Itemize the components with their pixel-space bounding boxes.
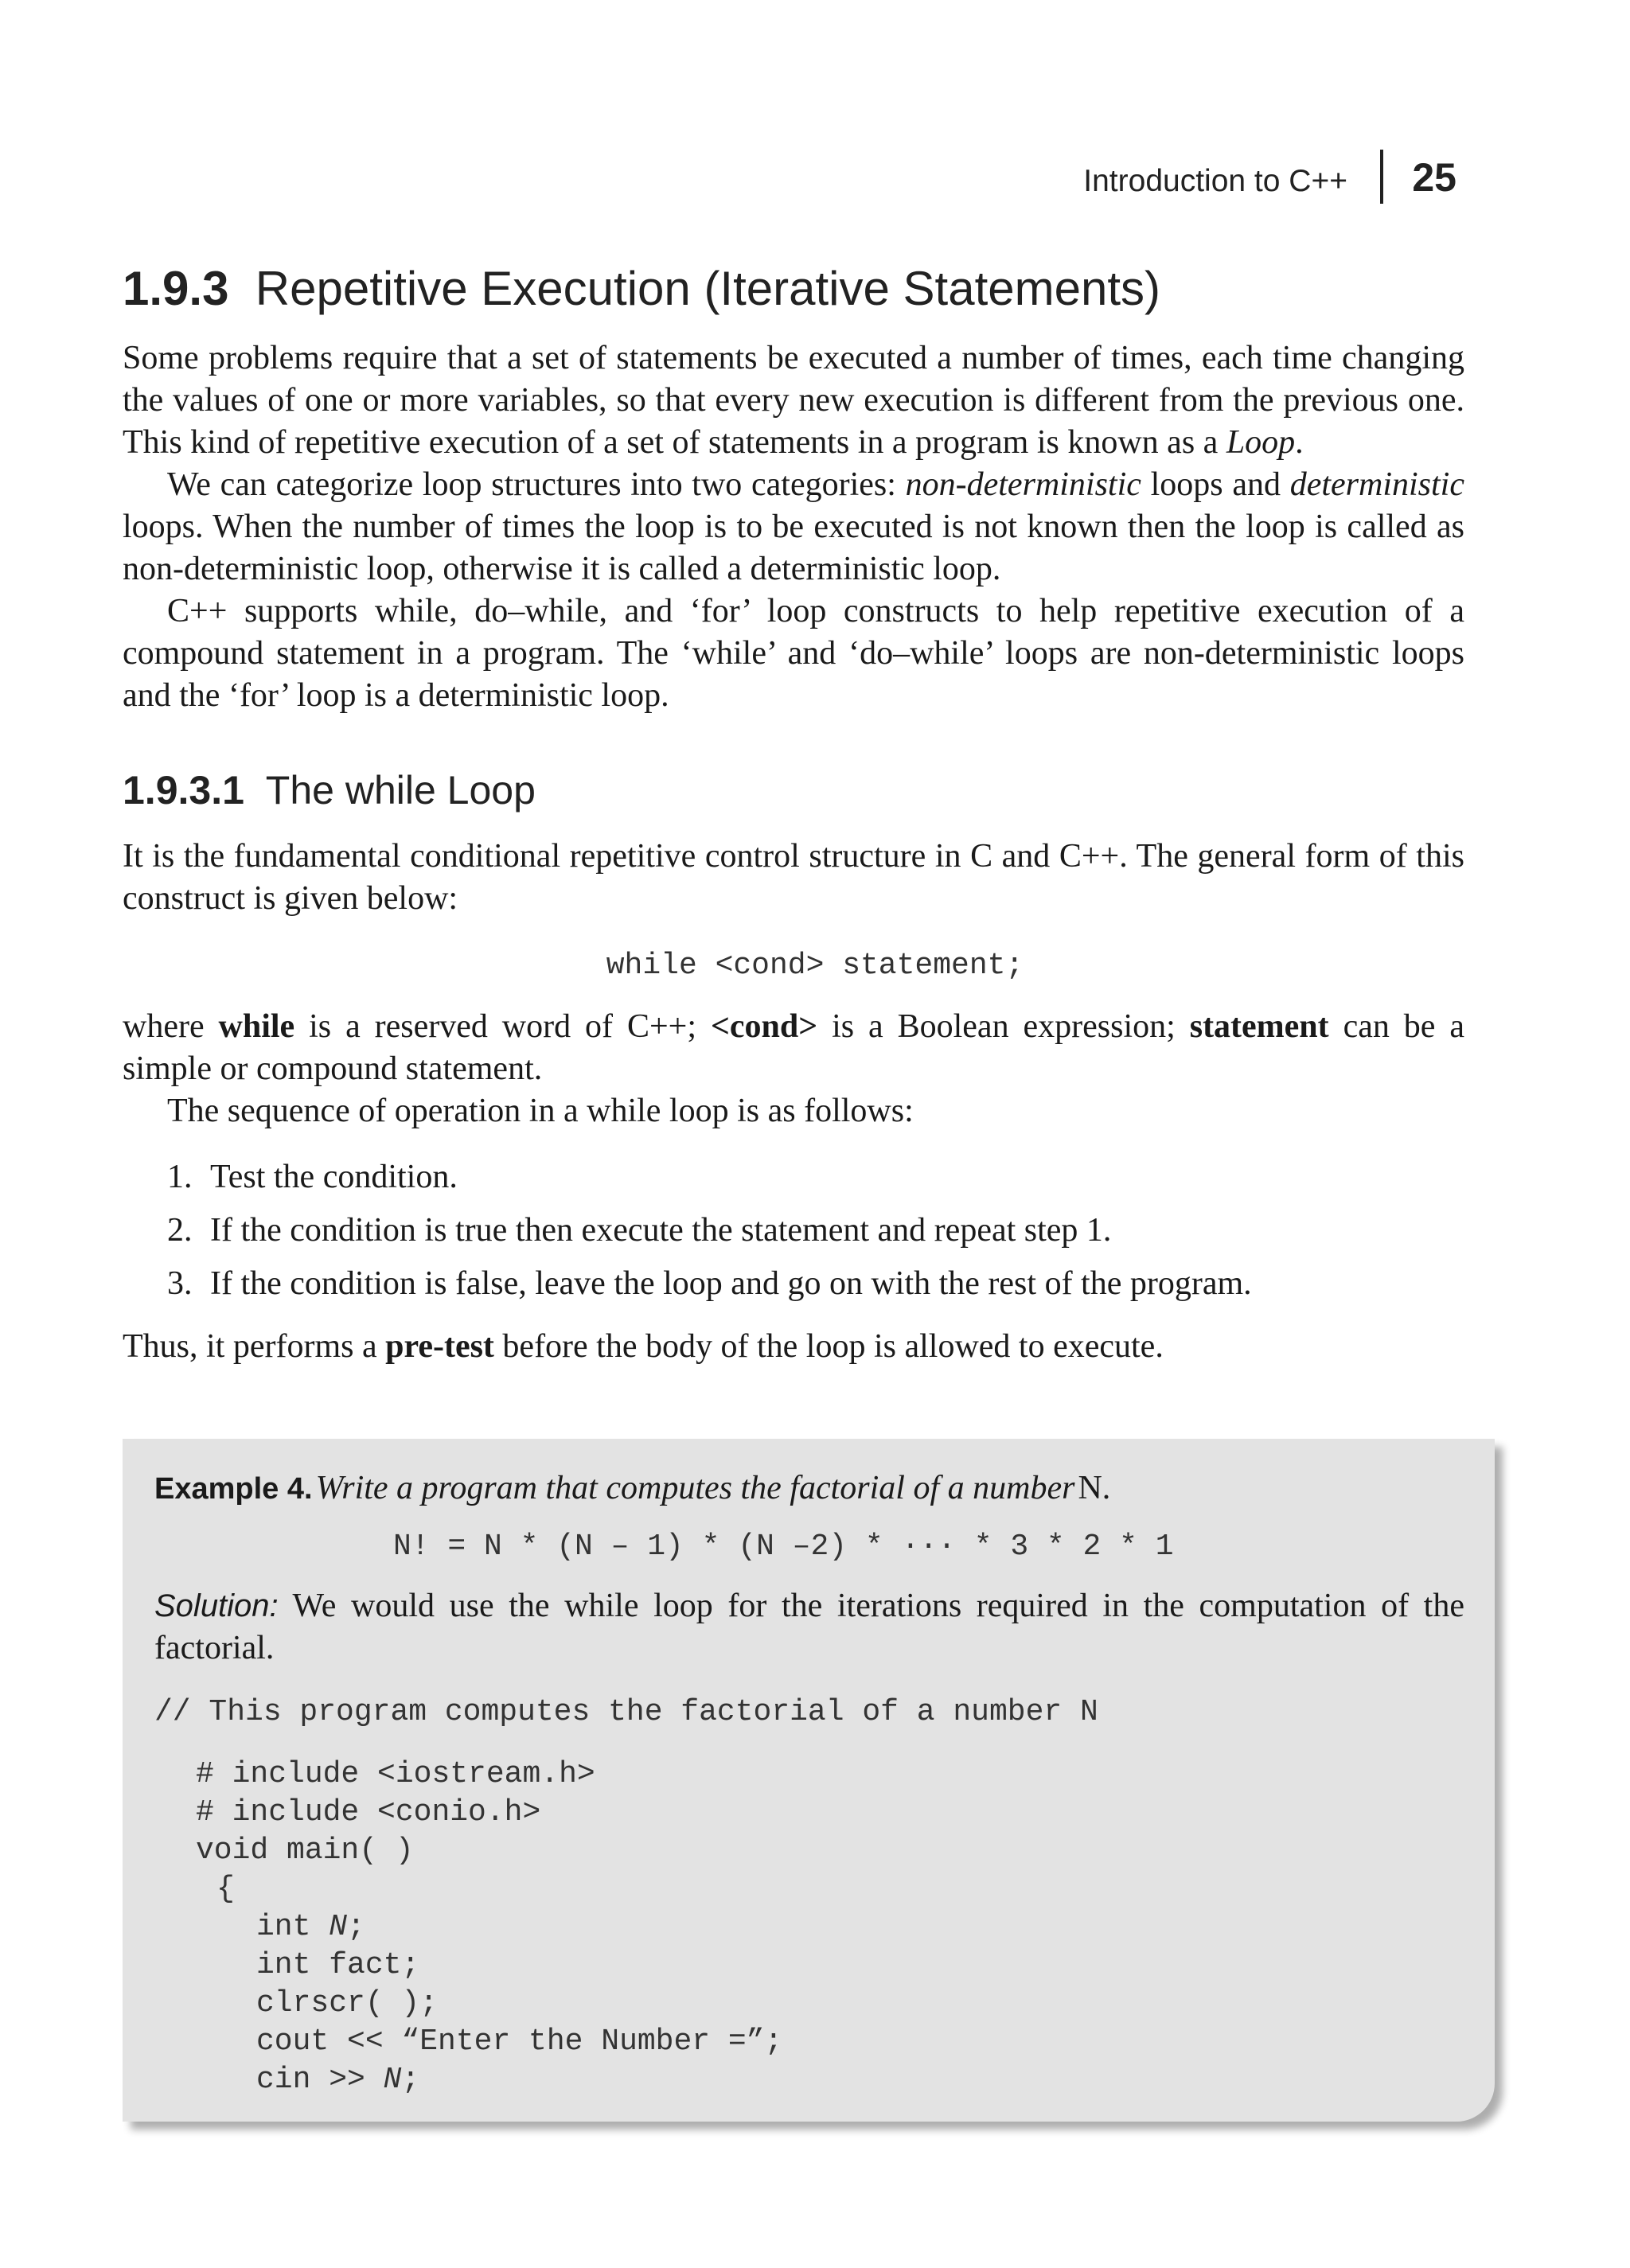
code-line: void main( ) [196,1833,414,1868]
paragraph: The sequence of operation in a while loop is as follows: [167,1093,914,1129]
paragraph: It is the fundamental conditional repetitive control structure in C and C++. The general form of this construct is given below: [123,838,1464,917]
section-body [123,337,1464,717]
code-line: clrscr( ); [256,1986,439,2021]
syntax-line: while <cond> statement; [606,949,1024,983]
code-line: # include <iostream.h> [196,1757,595,1791]
list-item: 2. If the condition is true then execute the statement and repeat step 1. [167,1212,1112,1249]
subsection-heading [123,767,536,813]
section-number: 1.9.3 [123,262,229,315]
solution-text: We would use the while loop for the iterations required in the computation of the factorial. [154,1588,1464,1666]
paragraph: We can categorize loop structures into two categories: non-deterministic loops and deterministic loops. When the number of times the loop is to be executed is not known then the loop is called as non-deterministic loop, otherwise it is called a deterministic loop. [123,466,1464,587]
code-comment: // This program computes the factorial of a number N [154,1695,1098,1729]
factorial-formula: N! = N * (N – 1) * (N –2) * ··· * 3 * 2 * 1 [393,1530,1174,1564]
list-item: 1. Test the condition. [167,1159,458,1195]
paragraph: C++ supports while, do–while, and ‘for’ loop constructs to help repetitive execution of a compound statement in a program. The ‘while’ and ‘do–while’ loops are non-deterministic loops and the ‘for’ loop is a deterministic loop. [123,593,1464,714]
code-line: # include <conio.h> [196,1795,541,1830]
steps-list [123,1151,1464,1311]
paragraph: where while is a reserved word of C++; <cond> is a Boolean expression; statement can be a simple or compound statement. [123,1008,1464,1087]
code-line: { [216,1872,235,1906]
list-item: 3. If the condition is false, leave the loop and go on with the rest of the program. [167,1265,1252,1302]
example-heading [154,1469,1110,1507]
example-box [123,1439,1495,2122]
page-number: 25 [1412,155,1456,200]
code-line: cin >> N; [256,2063,420,2097]
solution-label: Solution: [154,1588,279,1623]
subsection-number: 1.9.3.1 [123,768,244,813]
section-heading [123,261,1160,316]
section-title: Repetitive Execution (Iterative Statements) [255,262,1160,315]
subsection-body [123,1006,1464,1132]
example-variable: N. [1078,1470,1111,1506]
subsection-intro [123,836,1464,920]
header-divider [1380,150,1383,204]
example-description: Write a program that computes the factorial of a number [315,1470,1075,1506]
paragraph: Some problems require that a set of statements be executed a number of times, each time changing the values of one or more variables, so that every new execution is different from the previous one. This kind of repetitive execution of a set of statements in a program is known as a Loop. [123,340,1464,461]
subsection-title: The while Loop [265,768,536,813]
code-line: int N; [256,1910,365,1944]
solution [154,1585,1464,1670]
code-line: cout << “Enter the Number =”; [256,2024,783,2059]
paragraph: Thus, it performs a pre-test before the body of the loop is allowed to execute. [123,1328,1164,1365]
code-line: int fact; [256,1948,420,1982]
pretest-note [123,1326,1464,1368]
example-label: Example 4. [154,1472,313,1506]
header-title: Introduction to C++ [1083,164,1347,198]
